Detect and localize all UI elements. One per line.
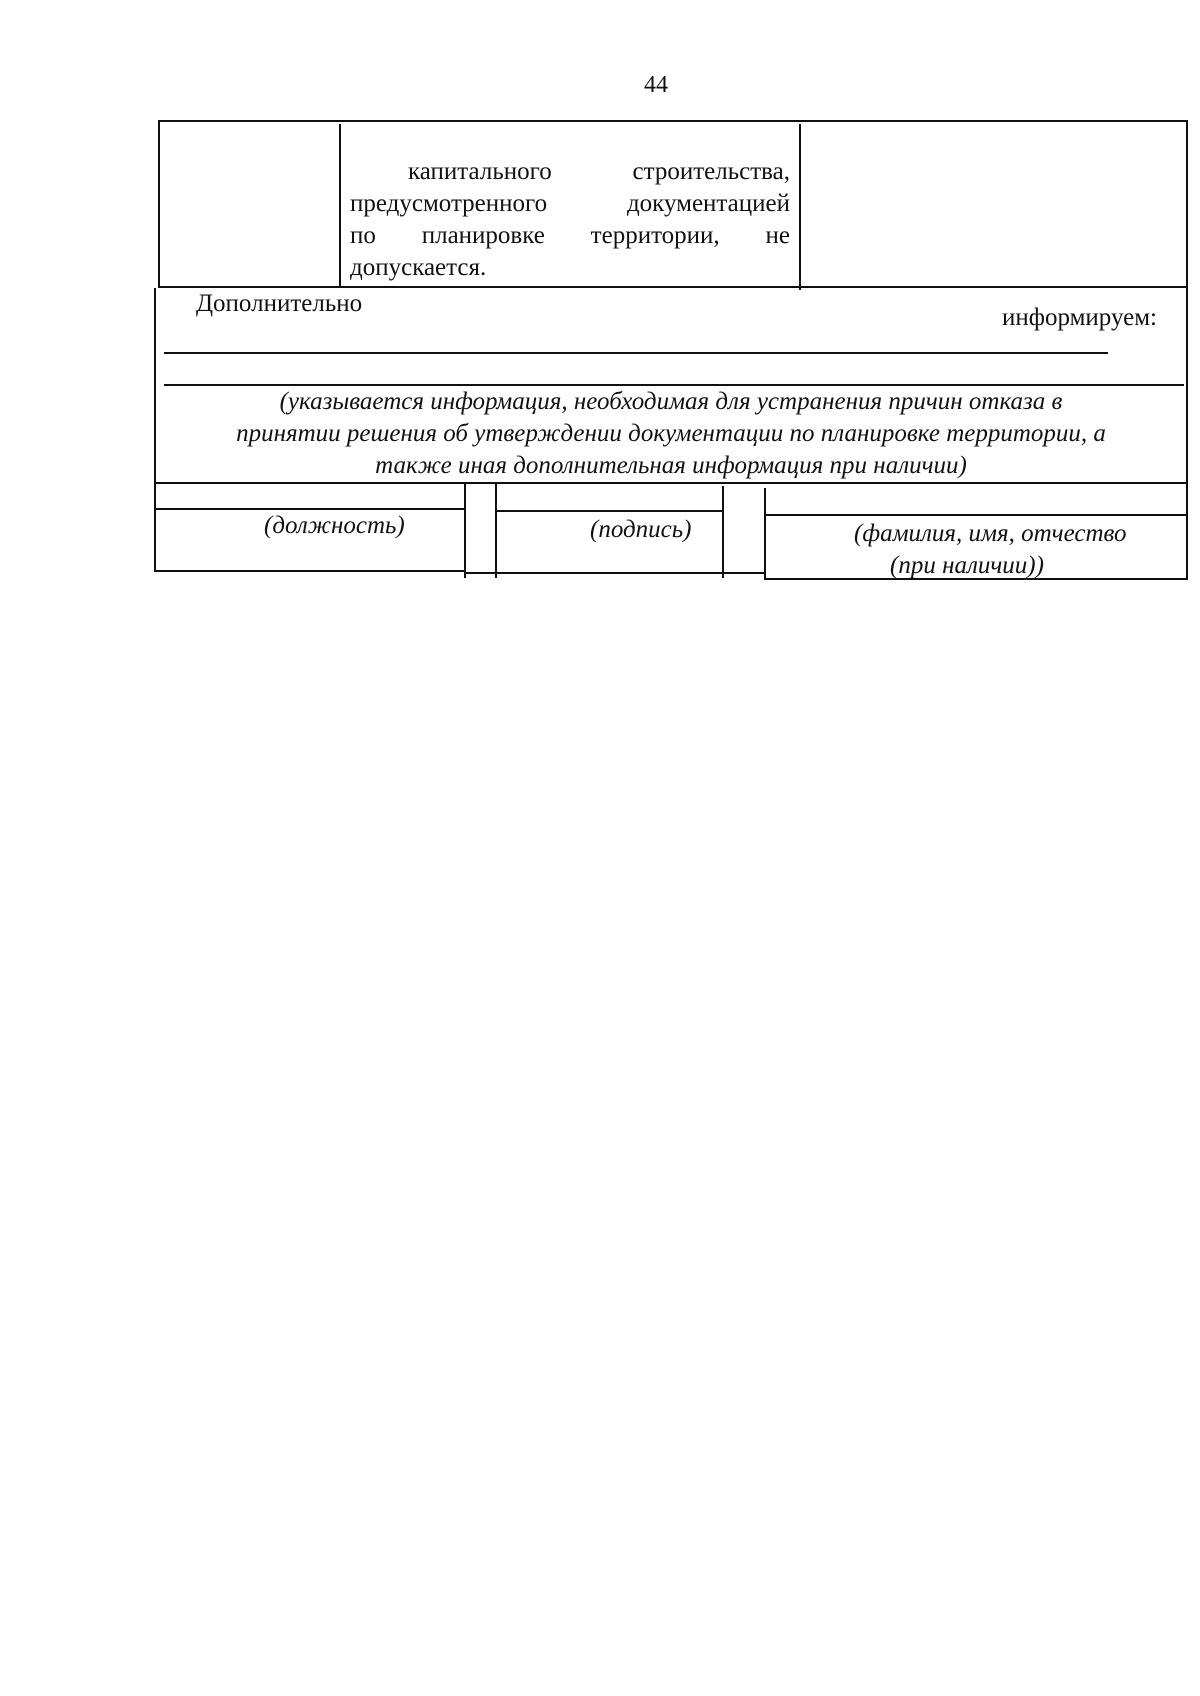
name-label-line2: (при наличии)) (890, 552, 1044, 579)
table-top-border (158, 120, 1186, 122)
signature-label: (подпись) (590, 516, 692, 543)
signature-row-bottom-2 (464, 572, 764, 574)
signature-divider-4 (764, 488, 766, 580)
text-line: предусмотренного документацией (350, 190, 790, 217)
table-right-border-upper (1186, 120, 1188, 286)
section-divider (154, 482, 1188, 484)
page-number: 44 (644, 72, 668, 98)
signature-divider-3 (722, 486, 724, 578)
document-table (154, 120, 1188, 580)
signature-row-bottom-1 (154, 570, 464, 572)
hint-line: принятии решения об утверждении документации по планировке территории, а (236, 420, 1106, 447)
hint-line: (указывается информация, необходимая для устранения причин отказа в (279, 388, 1063, 415)
signature-underline (497, 510, 722, 512)
table-left-border-upper (158, 120, 160, 288)
signature-divider-1 (464, 484, 466, 578)
signature-divider-2 (495, 484, 497, 578)
text-line: по планировке территории, не (350, 222, 790, 249)
top-row-divider-1 (339, 124, 341, 286)
additional-trail: информируем: (1002, 304, 1157, 331)
additional-lead: Дополнительно (196, 290, 363, 317)
hint-line: также иная дополнительная информация при наличии) (375, 452, 967, 479)
fill-line-1 (164, 352, 1108, 354)
position-label: (должность) (264, 512, 405, 539)
top-row-divider-2 (799, 124, 801, 290)
text-line: капитального строительства, (408, 158, 790, 185)
text-line: допускается. (350, 254, 487, 281)
name-underline (766, 514, 1186, 516)
top-row-text-block (350, 156, 790, 284)
name-label-line1: (фамилия, имя, отчество (854, 520, 1127, 547)
